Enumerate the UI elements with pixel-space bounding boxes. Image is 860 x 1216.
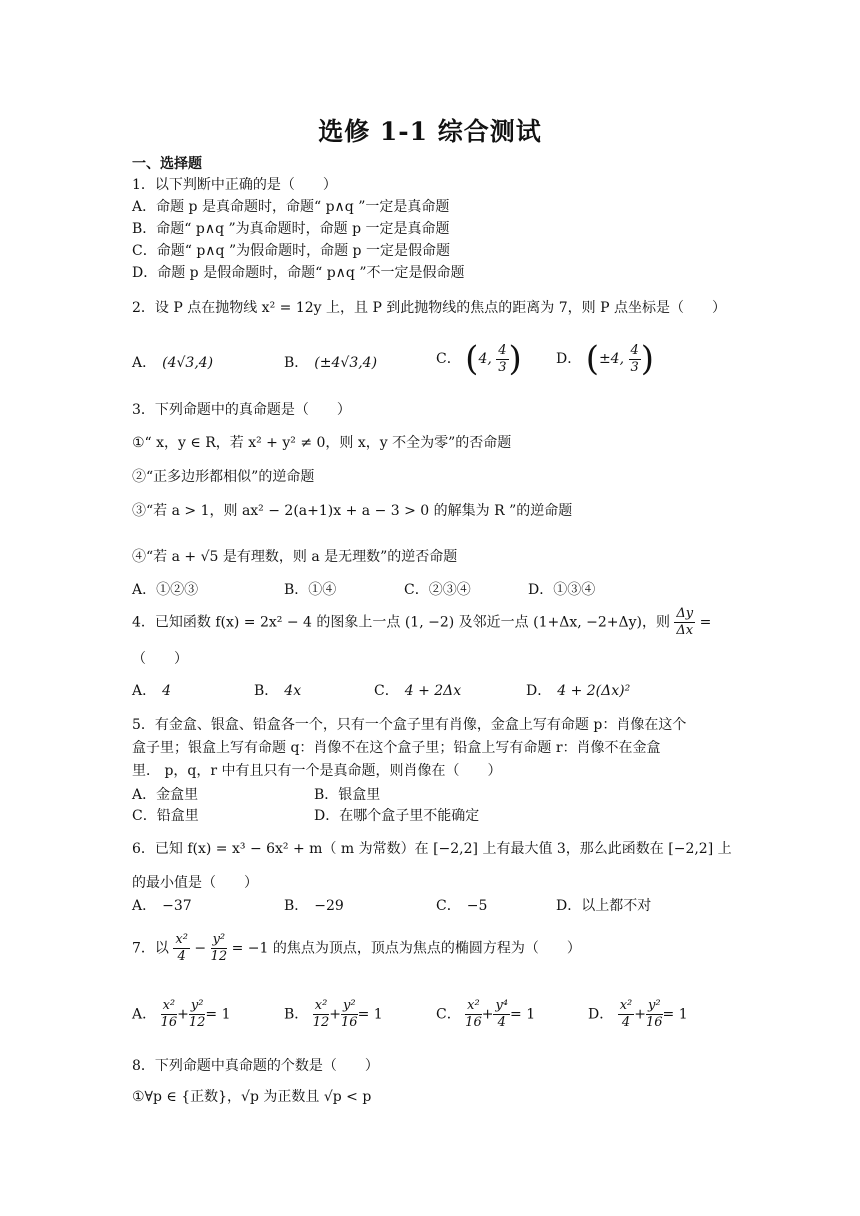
q7-option-a: A． $\frac{\text{x²}}{16}$ + $\frac{\text{y²}}{12}$ = 1 [132, 998, 231, 1030]
q3-statement-1: ①“ x，y ∈ R，若 x² + y² ≠ 0，则 x，y 不全为零”的否命题 [132, 435, 512, 451]
q7-fraction-x: $\frac{\text{x²}}{4}$ [175, 932, 188, 964]
q4-option-b: B． 4x [254, 683, 302, 699]
q4-paren: （ ） [132, 651, 188, 667]
q1-stem: 1．以下判断中正确的是（ ） [132, 177, 337, 193]
q3-option-a: A．①②③ [132, 582, 199, 598]
q6-line-2: 的最小值是（ ） [132, 875, 258, 891]
q6-option-d: D．以上都不对 [556, 898, 652, 914]
section-heading: 一、选择题 [132, 156, 202, 172]
q2-option-c: C． (4, $\frac{4}{3}$ ) [436, 339, 522, 379]
q3-statement-4: ④“若 a + √5 是有理数，则 a 是无理数”的逆否命题 [132, 549, 458, 565]
q3-option-d: D．①③④ [528, 582, 596, 598]
q7-option-b: B． $\frac{\text{x²}}{12}$ + $\frac{\text{y²}}{16}$ = 1 [284, 998, 383, 1030]
q2-option-b-value: (±4√3,4) [314, 355, 378, 371]
q4-option-c: C． 4 + 2Δx [374, 683, 462, 699]
q4-fraction: $\frac{\Delta y}{\Delta x}$ [676, 606, 694, 638]
q4-stem: 4．已知函数 f(x) = 2x² − 4 的图象上一点 (1, −2) 及邻近一点 (1+Δx, −2+Δy)，则 $\frac{\Delta y}{\Delta x}$ = [132, 606, 712, 638]
q5-option-d: D．在哪个盒子里不能确定 [314, 808, 480, 824]
q3-statement-2: ②“正多边形都相似”的逆命题 [132, 469, 315, 485]
q5-line-2: 盒子里；银盒上写有命题 q：肖像不在这个盒子里；铅盒上写有命题 r：肖像不在金盒 [132, 740, 661, 756]
q2-option-d-fraction: $\frac{4}{3}$ [630, 342, 639, 375]
q1-option-d: D．命题 p 是假命题时，命题“ p∧q ”不一定是假命题 [132, 265, 465, 281]
q6-option-a: A． −37 [132, 898, 192, 914]
q1-option-a: A．命题 p 是真命题时，命题“ p∧q ”一定是真命题 [132, 199, 450, 215]
q7-option-d: D． $\frac{\text{x²}}{4}$ + $\frac{\text{y²}}{16}$ = 1 [588, 998, 688, 1030]
q8-stem: 8．下列命题中真命题的个数是（ ） [132, 1058, 379, 1074]
q7-option-c: C． $\frac{\text{x²}}{16}$ + $\frac{\text{y⁴}}{4}$ = 1 [436, 998, 536, 1030]
q3-options [132, 581, 732, 601]
q5-option-a: A．金盒里 [132, 787, 199, 803]
q2-option-b: B． (±4√3,4) [284, 355, 378, 371]
q2-stem: 2．设 P 点在抛物线 x² = 12y 上，且 P 到此抛物线的焦点的距离为 7，则 P 点坐标是（ ） [132, 300, 726, 316]
q2-option-a-value: (4√3,4) [162, 355, 214, 371]
q3-statement-3: ③“若 a > 1，则 ax² − 2(a+1)x + a − 3 > 0 的解集为 R ”的逆命题 [132, 503, 573, 519]
q1-option-b: B．命题“ p∧q ”为真命题时，命题 p 一定是真命题 [132, 221, 450, 237]
q2-option-c-fraction: $\frac{4}{3}$ [498, 342, 507, 375]
q7-fraction-y: $\frac{\text{y²}}{12}$ [210, 932, 228, 964]
q3-option-c: C．②③④ [404, 582, 471, 598]
q4-options [132, 682, 732, 702]
q7-stem: 7．以 $\frac{\text{x²}}{4}$ − $\frac{\text{y²}}{12}$ = −1 的焦点为顶点，顶点为焦点的椭圆方程为（ ） [132, 932, 581, 964]
q3-option-b: B．①④ [284, 582, 337, 598]
q2-options [132, 339, 732, 388]
q4-option-a: A． 4 [132, 683, 172, 699]
q6-option-b: B． −29 [284, 898, 344, 914]
q7-options [132, 998, 732, 1040]
q5-line-3: 里． p，q，r 中有且只有一个是真命题，则肖像在（ ） [132, 763, 502, 779]
q4-option-d: D． 4 + 2(Δx)² [526, 683, 631, 699]
q2-option-a: A． (4√3,4) [132, 355, 214, 371]
q6-options [132, 897, 732, 917]
q5-line-1: 5．有金盒、银盒、铅盒各一个，只有一个盒子里有肖像，金盒上写有命题 p：肖像在这个 [132, 717, 687, 733]
q6-option-c: C． −5 [436, 898, 488, 914]
q5-options [132, 786, 732, 826]
q6-line-1: 6．已知 f(x) = x³ − 6x² + m（ m 为常数）在 [−2,2] 上有最大值 3，那么此函数在 [−2,2] 上 [132, 841, 732, 857]
q8-statement-1: ①∀p ∈ {正数}，√p 为正数且 √p < p [132, 1089, 372, 1105]
q3-stem: 3．下列命题中的真命题是（ ） [132, 402, 351, 418]
q2-option-d: D． (±4, $\frac{4}{3}$ ) [556, 339, 655, 379]
q5-option-c: C．铅盒里 [132, 808, 199, 824]
q1-option-c: C．命题“ p∧q ”为假命题时，命题 p 一定是假命题 [132, 243, 450, 259]
page-title: 选修 1-1 综合测试 [318, 117, 542, 146]
q5-option-b: B．银盒里 [314, 787, 381, 803]
